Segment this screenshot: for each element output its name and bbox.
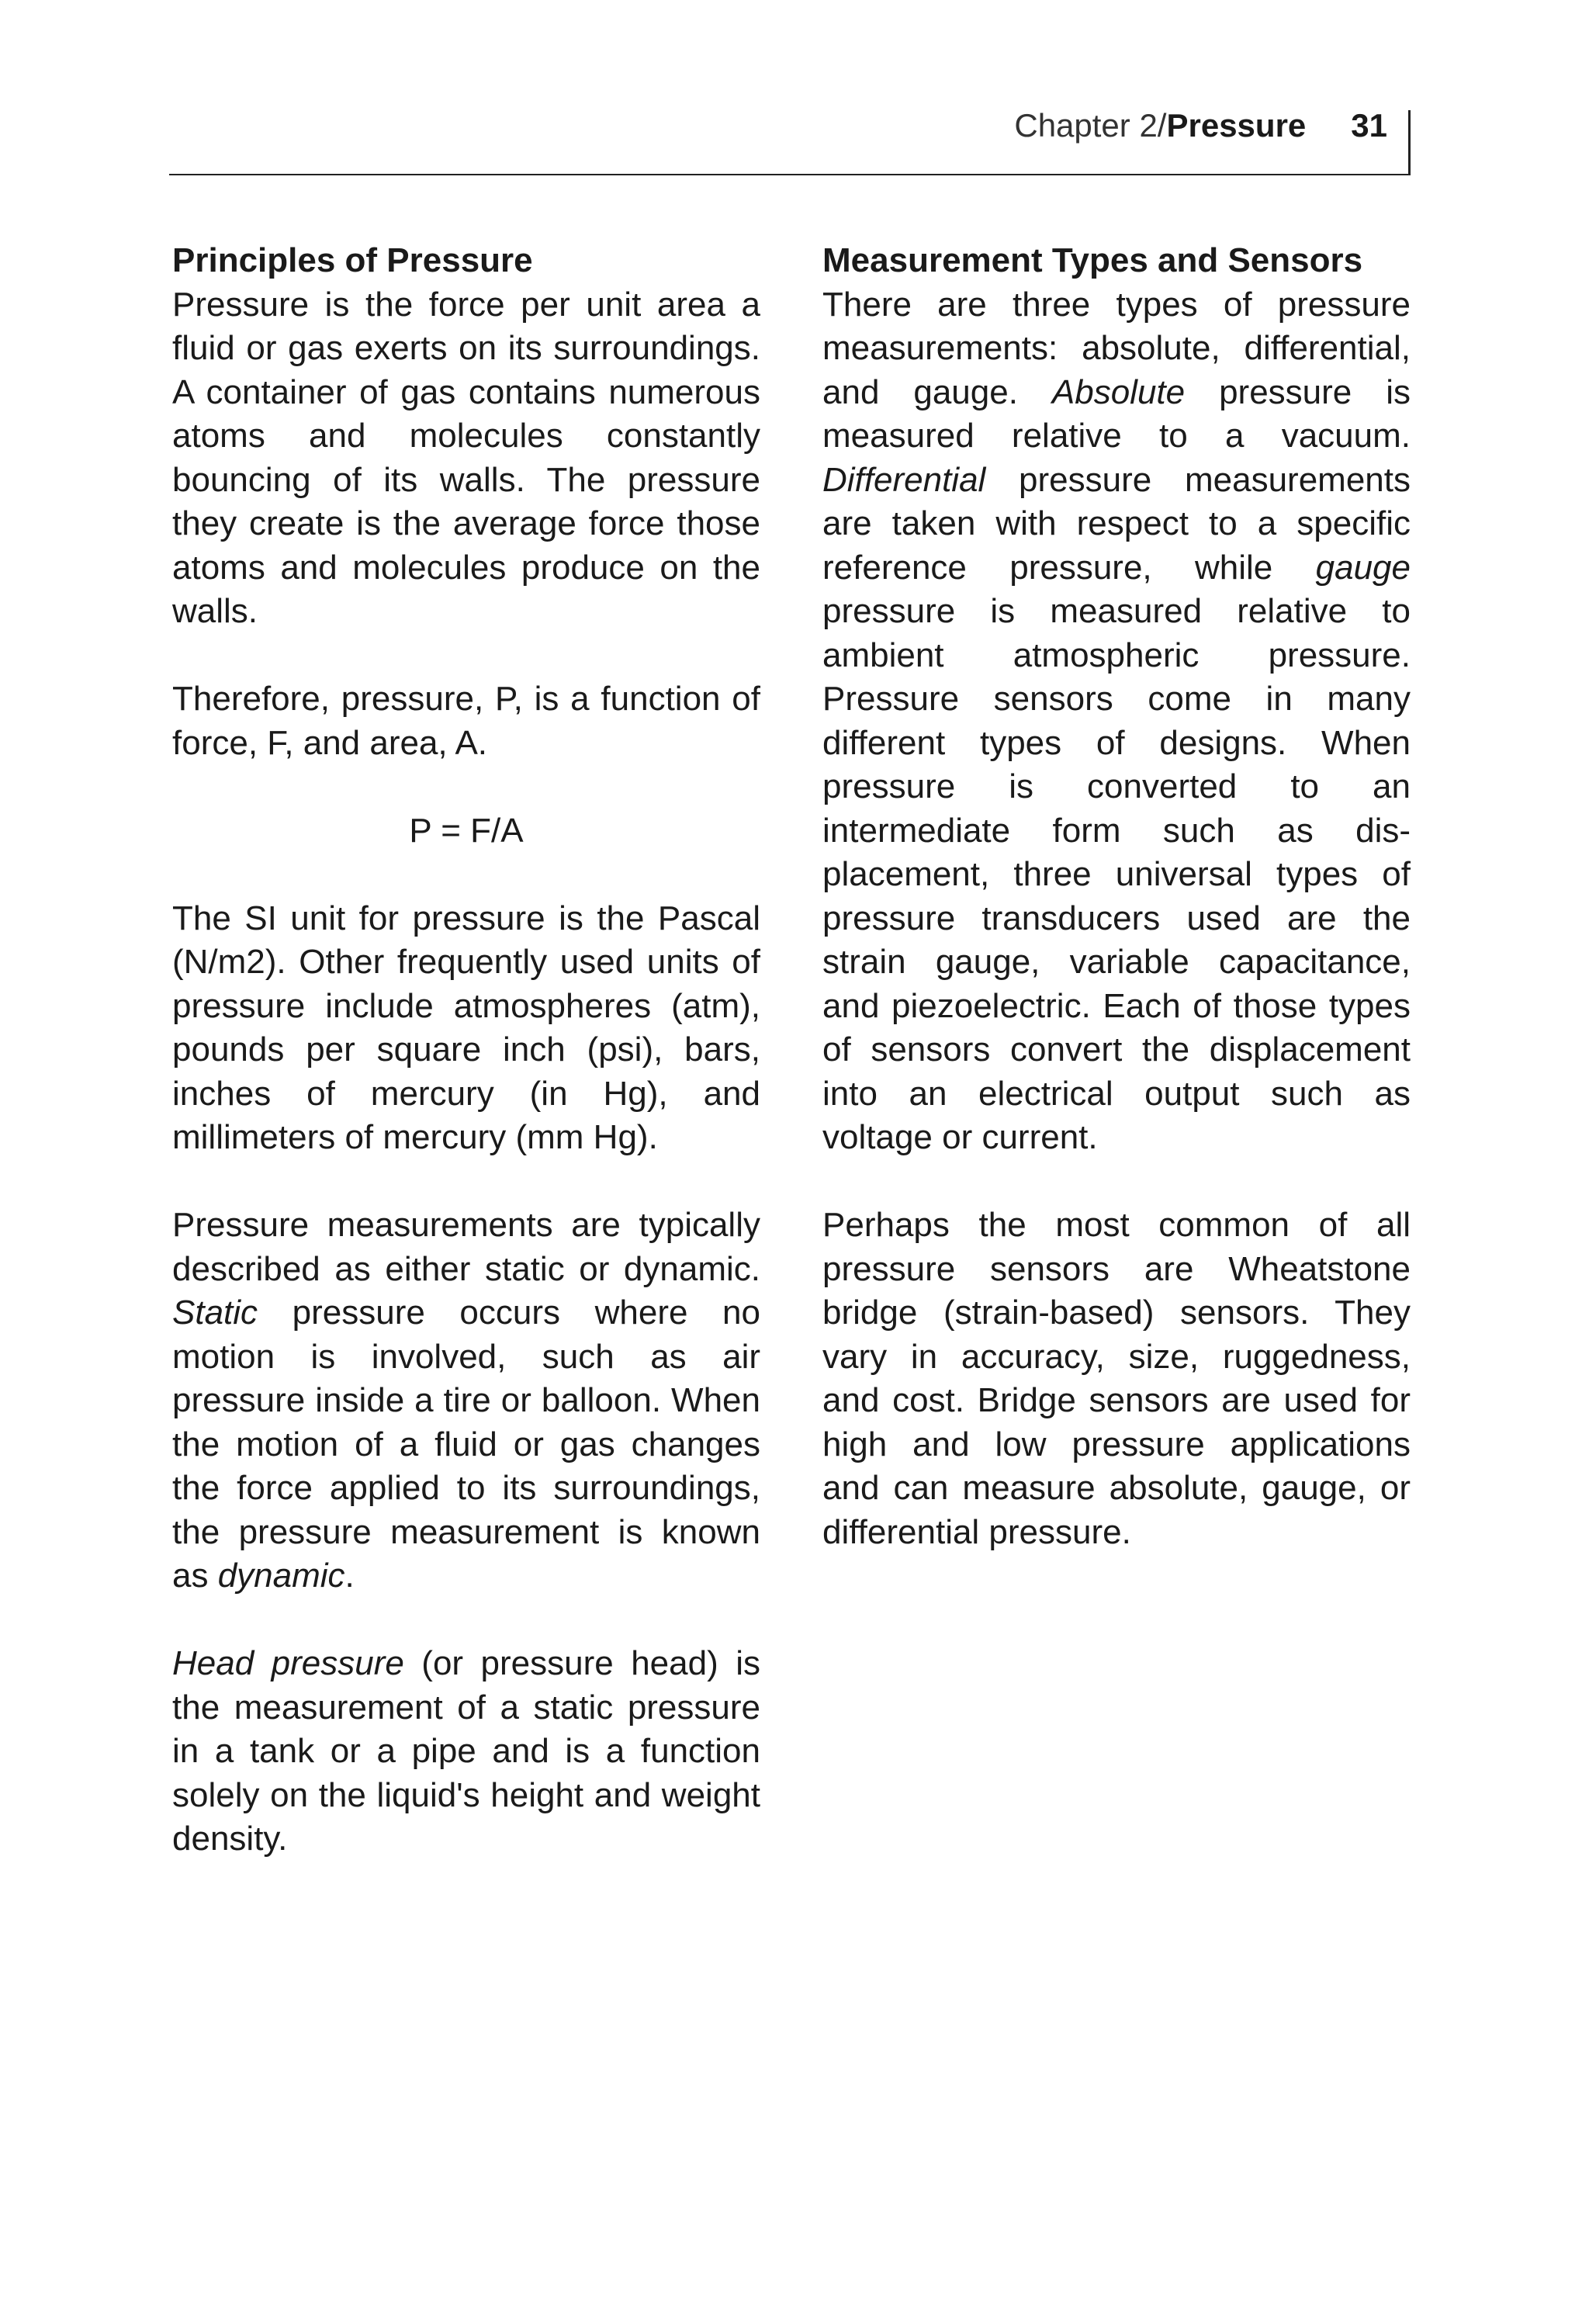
chapter-label: Chapter 2/ xyxy=(1014,107,1167,144)
page-number: 31 xyxy=(1351,107,1387,144)
text-run: pressure is measured relative to ambient atmospheric pressure. Pressure sensors come in many different types of designs. When pressure is converted to an intermediate form such as displacement, three universal types of pressure transducers used are the strain gauge, variable capacitance, and piezoelectric. Each of those types of sensors convert the displacement into an electrical output such as voltage or current. xyxy=(822,592,1411,1156)
right-column xyxy=(822,239,1411,1598)
term-static: Static xyxy=(172,1294,258,1332)
text-run: There are three types of pressure measurements: absolute, differential, and gauge. xyxy=(822,285,1411,411)
paragraph-static-dynamic xyxy=(172,1204,760,1598)
text-run: Pressure measurements are typically described as either static or dynamic. xyxy=(172,1206,760,1288)
running-header xyxy=(169,101,1411,175)
header-vertical-rule xyxy=(1408,110,1411,175)
header-text xyxy=(1014,104,1387,147)
header-rule xyxy=(169,174,1411,175)
text-run: (or pressure head) is the measurement of a static pressure in a tank or a pipe and is a function solely on the liquid's height and weight density. xyxy=(172,1644,760,1858)
chapter-subject: Pressure xyxy=(1166,107,1307,144)
paragraph-definition: Pressure is the force per unit area a fluid or gas exerts on its surroundings. A container of gas contains numerous atoms and molecules constantly bouncing of its walls. The pressure they create is the average force those atoms and molecules produce on the walls. xyxy=(172,285,760,630)
term-differential: Differential xyxy=(822,460,986,499)
term-dynamic: dynamic xyxy=(217,1557,345,1595)
section-heading-principles: Principles of Pressure xyxy=(172,241,533,279)
term-head-pressure: Head pressure xyxy=(172,1644,404,1682)
section-heading-measurement-types: Measurement Types and Sensors xyxy=(822,241,1363,279)
text-run: pressure is measured relative to a vacuum. xyxy=(822,372,1411,455)
text-run: pressure measurements are taken with respect to a specific reference pressure, while xyxy=(822,460,1411,587)
formula: P = F/A xyxy=(409,811,524,850)
term-gauge: gauge xyxy=(1315,548,1411,587)
term-absolute: Absolute xyxy=(1051,372,1186,411)
paragraph-wheatstone: Perhaps the most common of all pressure sensors are Wheatstone bridge (strain-based) sensors. They vary in accuracy, size, ruggedness, and cost. Bridge sensors are used for high and low pressure applications and can measure absolute, gauge, or differential pressure. xyxy=(822,1206,1411,1551)
text-run: pressure occurs where no motion is involved, such as air pressure inside a tire or balloon. When the motion of a fluid or gas changes the force applied to its surroundings, the pressure measurement is known as xyxy=(172,1294,760,1595)
text-run: . xyxy=(344,1557,355,1595)
left-column xyxy=(172,239,760,1905)
paragraph-head-pressure xyxy=(172,1642,760,1862)
paragraph-measurement-types xyxy=(822,283,1411,1160)
paragraph-si-units: The SI unit for pressure is the Pascal (N/m2). Other frequently used units of pressure include atmospheres (atm), pounds per square inch (psi), bars, inches of mercury (in Hg), and millimeters of mercury (mm Hg). xyxy=(172,899,760,1156)
paragraph-function: Therefore, pressure, P, is a function of force, F, and area, A. xyxy=(172,680,760,762)
